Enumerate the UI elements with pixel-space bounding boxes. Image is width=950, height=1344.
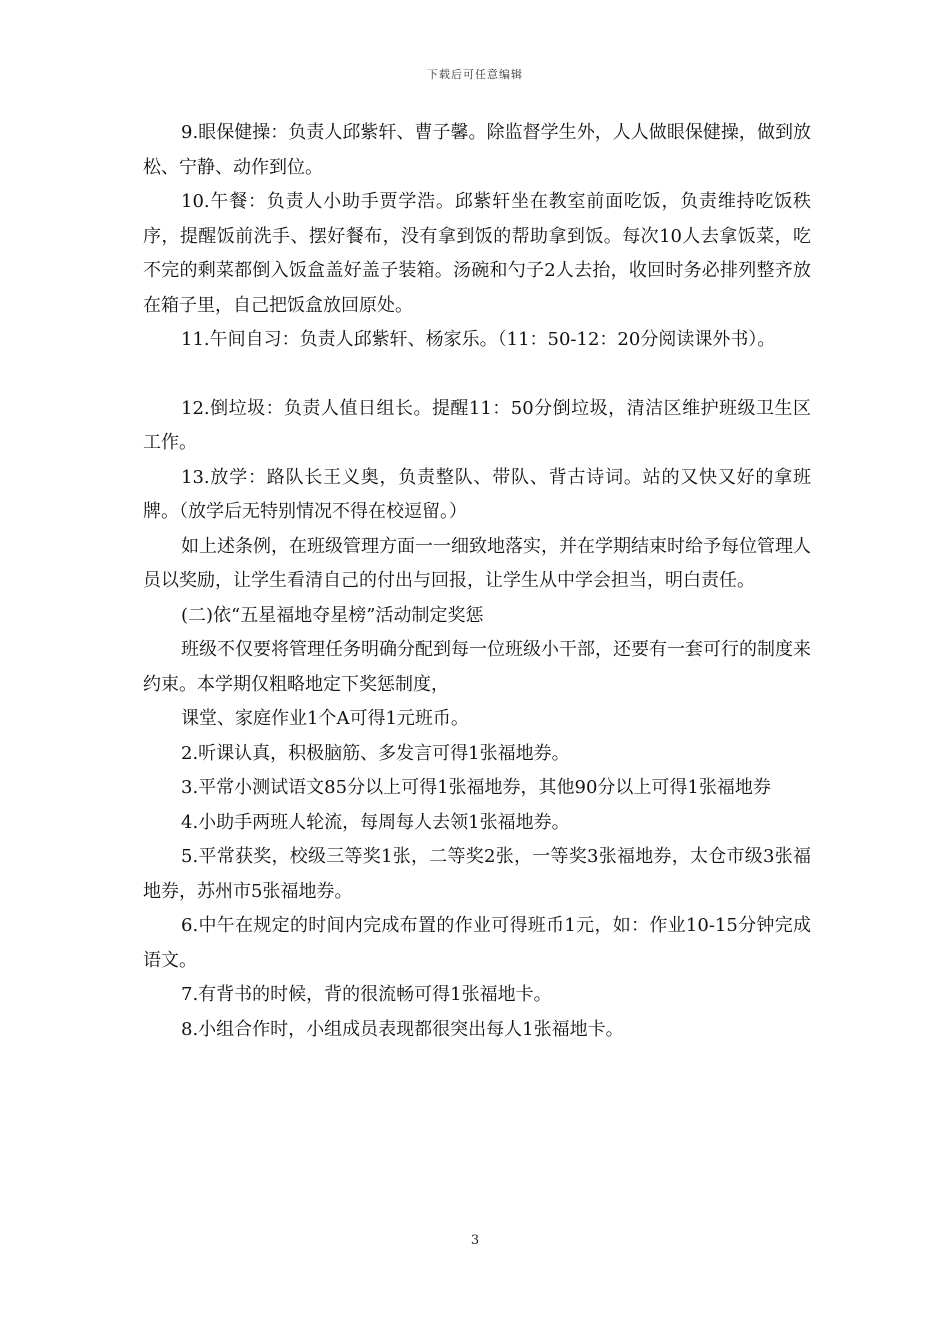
- paragraph-noon-study: 11.午间自习：负责人邱紫轩、杨家乐。（11：50-12：20分阅读课外书）。: [181, 329, 776, 350]
- reward-item-3: 3.平常小测试语文85分以上可得1张福地券，其他90分以上可得1张福地券: [181, 777, 771, 798]
- page-header: 下载后可任意编辑: [427, 68, 523, 81]
- reward-item-6: 6.中午在规定的时间内完成布置的作业可得班币1元，如：作业10-15分钟完成语文。: [143, 915, 811, 971]
- reward-item-4: 4.小助手两班人轮流，每周每人去领1张福地券。: [181, 811, 570, 833]
- reward-item-7: 7.有背书的时候，背的很流畅可得1张福地卡。: [181, 984, 552, 1005]
- section-heading-rewards: (二)依“五星福地夺星榜”活动制定奖惩: [181, 604, 484, 626]
- reward-item-1: 课堂、家庭作业1个A可得1元班币。: [181, 708, 469, 729]
- document-body: [143, 116, 811, 1047]
- reward-item-5: 5.平常获奖，校级三等奖1张，二等奖2张，一等奖3张福地券，太仓市级3张福地券，苏州市5张福地券。: [143, 846, 811, 902]
- paragraph-garbage: 12.倒垃圾：负责人值日组长。提醒11：50分倒垃圾，清洁区维护班级卫生区工作。: [143, 397, 811, 453]
- reward-item-8: 8.小组合作时，小组成员表现都很突出每人1张福地卡。: [181, 1018, 624, 1040]
- paragraph-summary: 如上述条例，在班级管理方面一一细致地落实，并在学期结束时给予每位管理人员以奖励，让学生看清自己的付出与回报，让学生从中学会担当，明白责任。: [143, 535, 811, 591]
- paragraph-rewards-intro: 班级不仅要将管理任务明确分配到每一位班级小干部，还要有一套可行的制度来约束。本学期仅粗略地定下奖惩制度，: [143, 639, 811, 695]
- paragraph-lunch: 10.午餐：负责人小助手贾学浩。邱紫轩坐在教室前面吃饭，负责维持吃饭秩序，提醒饭前洗手、摆好餐布，没有拿到饭的帮助拿到饭。每次10人去拿饭菜，吃不完的剩菜都倒入饭盒盖好盖子装箱。汤碗和勺子2人去抬，收回时务必排列整齐放在箱子里，自己把饭盒放回原处。: [143, 191, 811, 316]
- paragraph-dismissal: 13.放学：路队长王义奥，负责整队、带队、背古诗词。站的又快又好的拿班牌。（放学后无特别情况不得在校逗留。）: [143, 466, 811, 522]
- reward-item-2: 2.听课认真，积极脑筋、多发言可得1张福地券。: [181, 742, 570, 764]
- paragraph-spacer: [143, 358, 811, 392]
- paragraph-eye-exercise: 9.眼保健操：负责人邱紫轩、曹子馨。除监督学生外，人人做眼保健操，做到放松、宁静、动作到位。: [143, 122, 811, 178]
- page-number: 3: [470, 1233, 480, 1248]
